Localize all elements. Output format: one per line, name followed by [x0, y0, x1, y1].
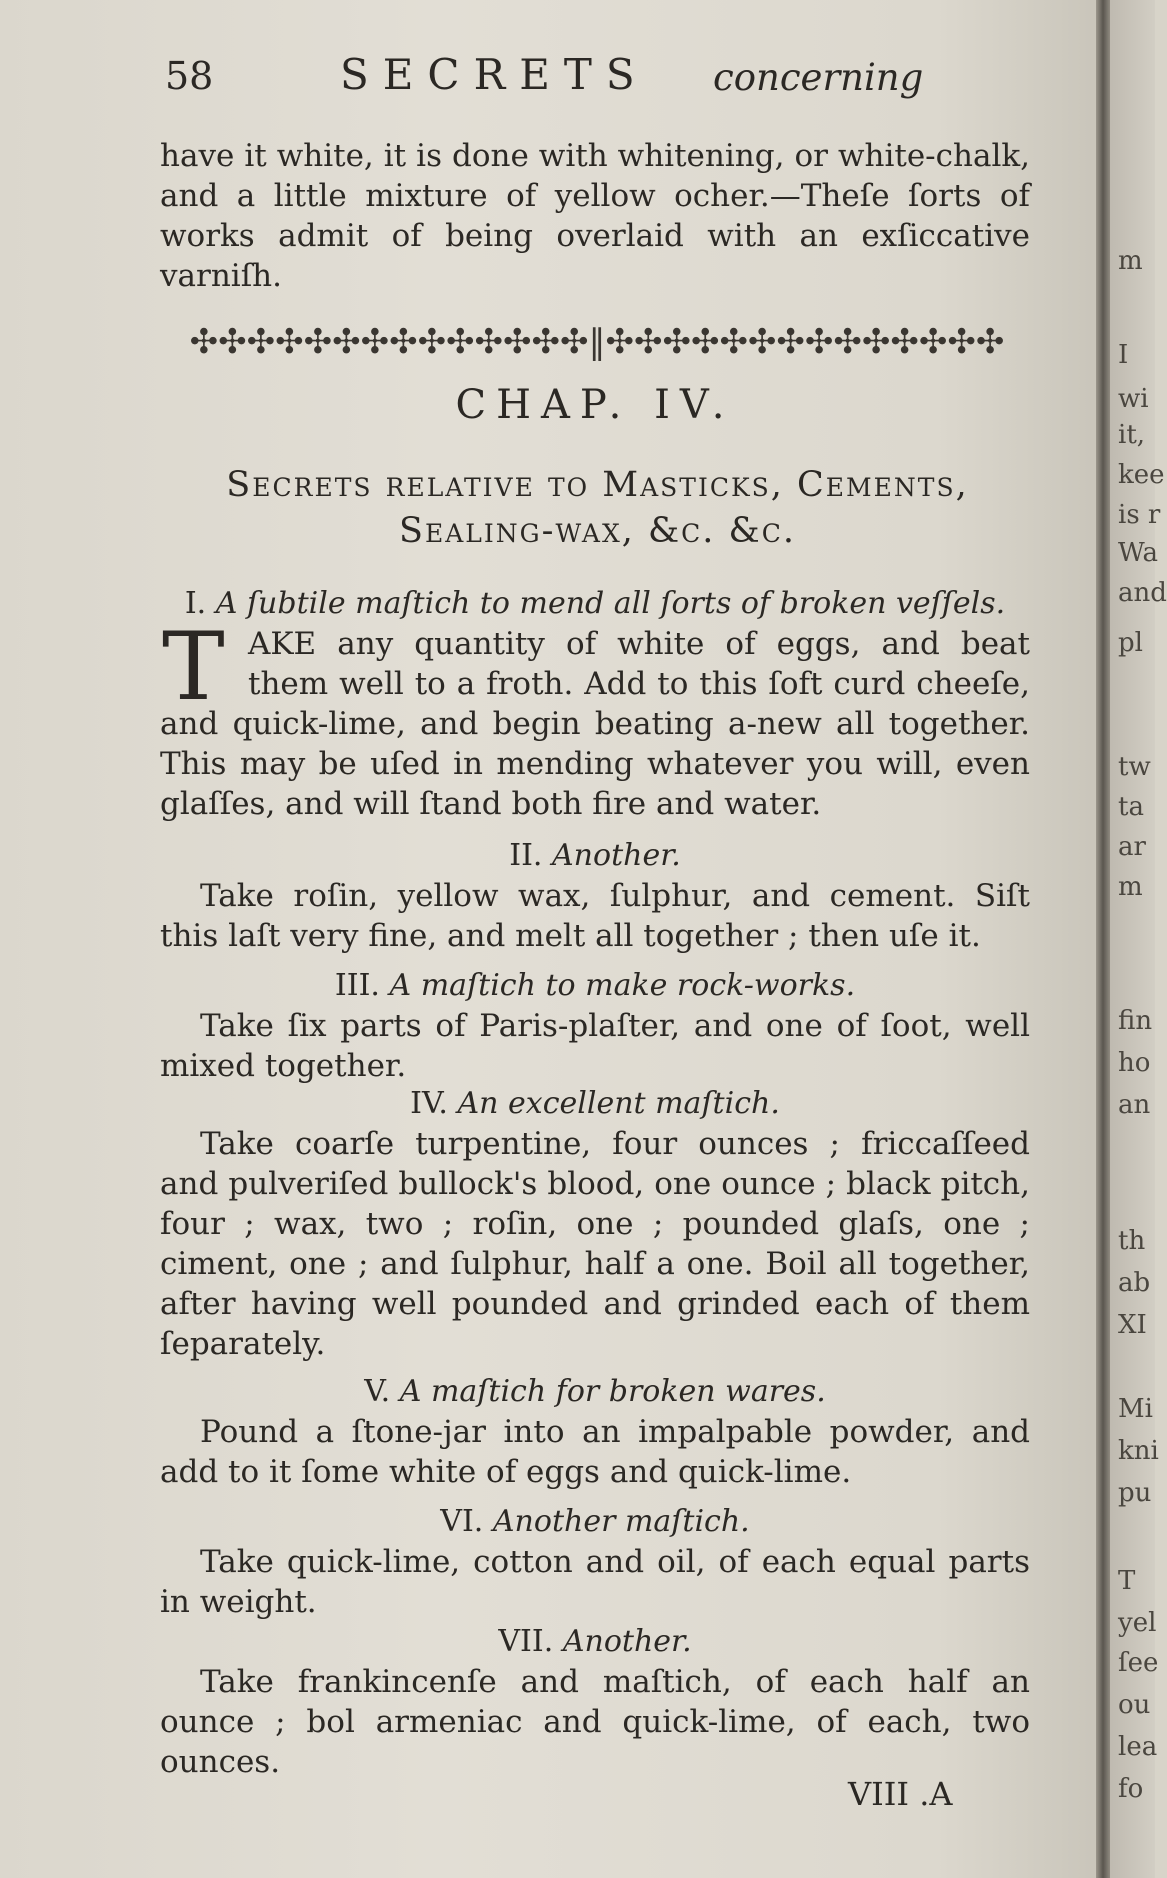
section-text-body: AKE any quantity of white of eggs, and beat them well to a froth. Add to this ſoft curd cheeſe, and quick-lime, and begin beating a-new all together. This may be uſed in mending whatever you will, even glaſſes, and will ſtand both fire and water. — [160, 626, 1030, 822]
facing-page-fragment: and — [1118, 578, 1167, 608]
chapter-subtitle — [160, 462, 1035, 554]
facing-page-fragment: m — [1118, 246, 1143, 276]
facing-page-fragment: th — [1118, 1226, 1146, 1256]
facing-page-fragment: Wa — [1118, 538, 1158, 568]
section-text — [160, 613, 1030, 824]
facing-page-fragment: XI — [1118, 1310, 1147, 1340]
section-title: Another. — [562, 1624, 692, 1659]
facing-page-fragment: ou — [1118, 1690, 1151, 1720]
facing-page-fragment: is r — [1118, 500, 1161, 530]
facing-page-fragment: ta — [1118, 792, 1144, 822]
section-text: Take coarſe turpentine, four ounces ; friccaſſeed and pulveriſed bullock's blood, one ounce ; black pitch, four ; wax, two ; roſin, one ; pounded glaſs, one ; ciment, one ; and ſulphur, half a one. Boil all together, after having well pounded and grinded each of them ſeparately. — [160, 1126, 1030, 1362]
page-header — [165, 46, 1035, 106]
facing-page-fragment: it, — [1118, 420, 1146, 450]
facing-page-fragment: kee — [1118, 460, 1165, 490]
running-title: SECRETS — [340, 50, 649, 99]
facing-page-fragment: wi — [1118, 384, 1149, 414]
facing-page-fragment: yel — [1118, 1608, 1157, 1638]
section-text: Pound a ſtone-jar into an impalpable powder, and add to it ſome white of eggs and quick-lime. — [160, 1414, 1030, 1490]
section-title: A ſubtile maſtich to mend all ſorts of broken veſſels. — [215, 586, 1006, 621]
chapter-subtitle-line1: Secrets relative to Masticks, Cements, — [226, 465, 969, 505]
facing-page-fragment: pl — [1118, 628, 1143, 658]
facing-page-fragment: ab — [1118, 1268, 1151, 1298]
section-title: Another maſtich. — [492, 1504, 750, 1539]
facing-page-fragment: fin — [1118, 1006, 1153, 1036]
section-heading — [160, 1502, 1030, 1542]
chapter-title: CHAP. IV. — [455, 382, 735, 428]
facing-page-fragment: ho — [1118, 1048, 1151, 1078]
section-text: Take ſix parts of Paris-plaſter, and one of ſoot, well mixed together. — [160, 1008, 1030, 1084]
running-subtitle: concerning — [713, 56, 924, 99]
section-text: Take quick-lime, cotton and oil, of each equal parts in weight. — [160, 1544, 1030, 1620]
section-number: VI. — [440, 1504, 484, 1539]
section-text: Take roſin, yellow wax, ſulphur, and cement. Siſt this laſt very fine, and melt all together ; then uſe it. — [160, 878, 1030, 954]
catchword: VIII .A — [848, 1775, 953, 1813]
page-number: 58 — [165, 54, 214, 98]
section-title: Another. — [552, 838, 681, 873]
section-heading — [160, 1084, 1030, 1124]
section-text: Take frankincenſe and maſtich, of each half an ounce ; bol armeniac and quick-lime, of each, two ounces. — [160, 1664, 1030, 1780]
book-gutter — [1096, 0, 1110, 1878]
facing-page-fragment: fo — [1118, 1774, 1144, 1804]
facing-page-fragment: lea — [1118, 1732, 1158, 1762]
ornamental-divider: ✣✣✣✣✣✣✣✣✣✣✣✣✣✣‖✣✣✣✣✣✣✣✣✣✣✣✣✣✣ — [189, 322, 1005, 362]
section-number: VII. — [498, 1624, 554, 1659]
intro-paragraph: have it white, it is done with whitening, or white-chalk, and a little mixture of yellow ocher.—Theſe ſorts of works admit of being overlaid with an exſiccative varniſh. — [160, 138, 1030, 294]
section-number: II. — [509, 838, 543, 873]
facing-page-fragment: tw — [1118, 752, 1151, 782]
section-heading — [160, 584, 1030, 624]
section-heading — [160, 836, 1030, 876]
facing-page-fragment: ſee — [1118, 1648, 1159, 1678]
section-number: I. — [184, 586, 207, 621]
chapter-subtitle-line2: Sealing-wax, &c. &c. — [399, 511, 796, 551]
section-title: An excellent maſtich. — [457, 1086, 780, 1121]
facing-page-fragment: ar — [1118, 832, 1146, 862]
section-heading — [160, 966, 1030, 1006]
section-heading — [160, 1622, 1030, 1662]
facing-page-edge — [1110, 0, 1158, 1878]
section-title: A maſtich to make rock-works. — [389, 968, 856, 1003]
facing-page-fragment: Mi — [1118, 1394, 1153, 1424]
section-heading — [160, 1372, 1030, 1412]
section-number: V. — [364, 1374, 391, 1409]
facing-page-fragment: an — [1118, 1090, 1151, 1120]
facing-page-fragment: I — [1118, 340, 1129, 370]
facing-page-fragment: pu — [1118, 1478, 1152, 1508]
drop-cap: T — [162, 613, 225, 722]
facing-page-fragment: kni — [1118, 1436, 1159, 1466]
section-number: IV. — [410, 1086, 448, 1121]
section-number: III. — [334, 968, 380, 1003]
facing-page-fragment: m — [1118, 872, 1143, 902]
facing-page-fragment: T — [1118, 1566, 1136, 1596]
section-title: A maſtich for broken wares. — [399, 1374, 826, 1409]
